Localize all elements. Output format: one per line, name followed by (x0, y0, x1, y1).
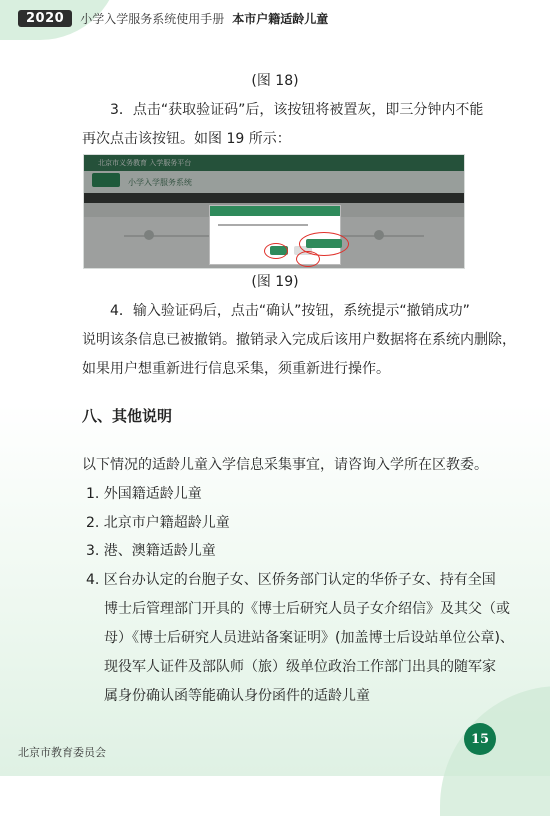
list-item-4-line3: 母）《博士后研究人员进站备案证明》(加盖博士后设站单位公章)、 (104, 630, 514, 646)
page-header (18, 8, 328, 28)
highlight-circle (264, 243, 288, 259)
corner-decoration (440, 686, 550, 816)
manual-title: 小学入学服务系统使用手册 (80, 11, 225, 26)
step4-line1: 4．输入验证码后，点击“确认”按钮，系统提示“撤销成功” (110, 303, 470, 319)
section-title: 本市户籍适龄儿童 (232, 11, 329, 26)
step4-line3: 如果用户想重新进行信息采集，须重新进行操作。 (82, 361, 390, 377)
footer-org: 北京市教育委员会 (18, 746, 106, 759)
year-badge: 2020 (18, 10, 72, 27)
step3-line2: 再次点击该按钮。如图 19 所示： (82, 131, 291, 147)
list-item-4-line4: 现役军人证件及部队师（旅）级单位政治工作部门出具的随军家 (104, 659, 496, 675)
list-item: 1. 外国籍适龄儿童 (86, 486, 202, 502)
screenshot-system: 小学入学服务系统 (128, 178, 192, 187)
section-heading: 八、其他说明 (82, 407, 173, 425)
list-item-4-line2: 博士后管理部门开具的《博士后研究人员子女介绍信》及其父（或 (104, 601, 510, 617)
page-number: 15 (464, 723, 496, 755)
list-item-4-line5: 属身份确认函等能确认身份函件的适龄儿童 (104, 688, 370, 704)
figure-19-screenshot (83, 154, 465, 269)
list-item: 2. 北京市户籍超龄儿童 (86, 515, 230, 531)
figure-caption-18: (图 18) (251, 73, 299, 89)
step3-line1: 3．点击“获取验证码”后，该按钮将被置灰，即三分钟内不能 (110, 102, 484, 118)
highlight-circle (296, 251, 320, 267)
figure-caption-19: (图 19) (251, 274, 299, 290)
list-item-4-line1: 4. 区台办认定的台胞子女、区侨务部门认定的华侨子女、持有全国 (86, 572, 496, 588)
section-intro: 以下情况的适龄儿童入学信息采集事宜，请咨询入学所在区教委。 (82, 457, 488, 473)
step4-line2: 说明该条信息已被撤销。撤销录入完成后该用户数据将在系统内删除， (82, 332, 516, 348)
screenshot-bureau: 北京市义务教育 入学服务平台 (98, 159, 192, 167)
list-item: 3. 港、澳籍适龄儿童 (86, 543, 216, 559)
